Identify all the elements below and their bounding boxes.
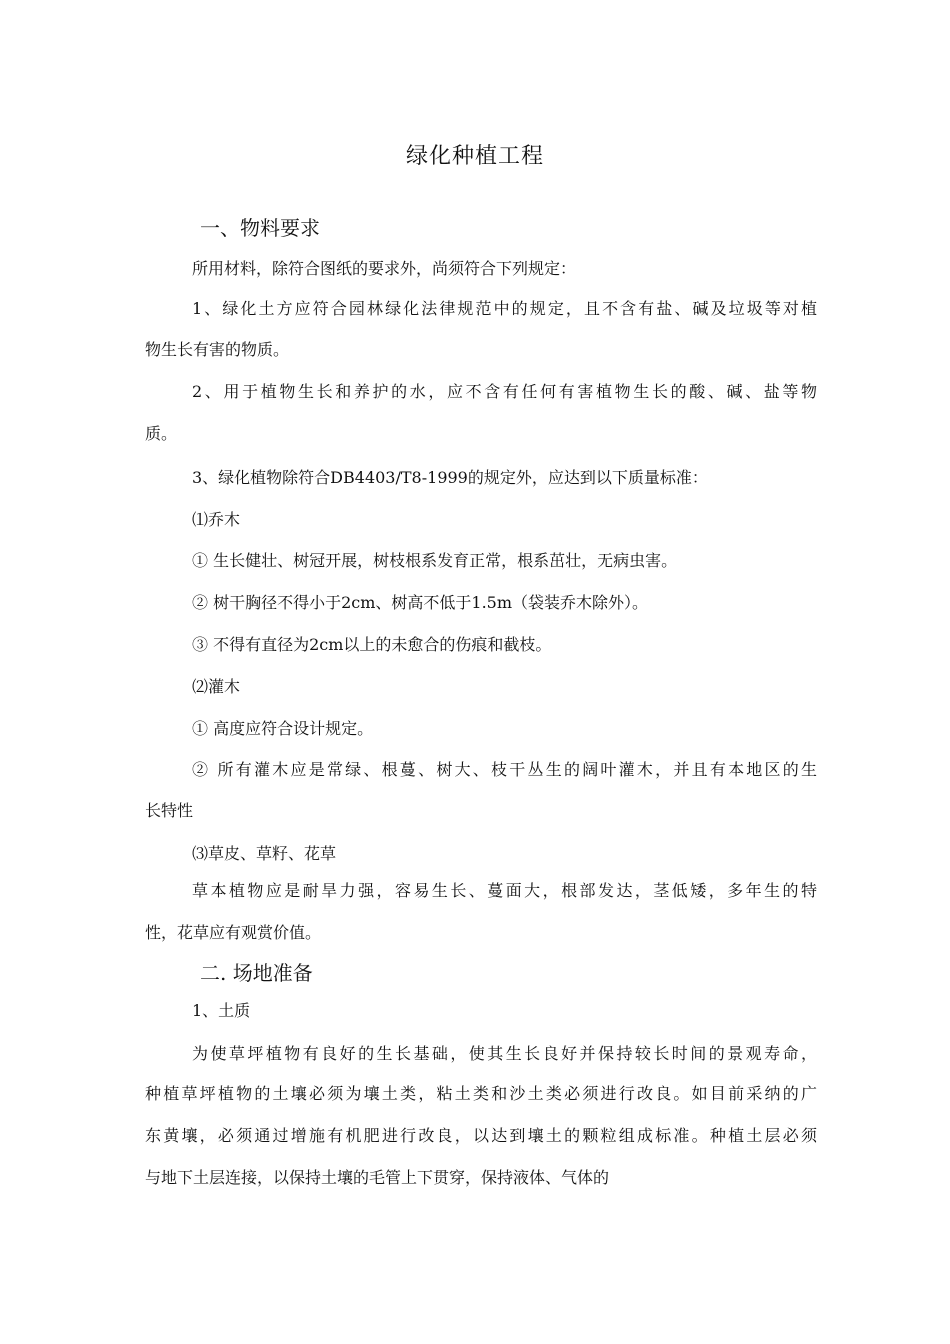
list-item: ② 所有灌木应是常绿、根蔓、树大、枝干丛生的阔叶灌木，并且有本地区的生 [192, 760, 817, 779]
list-item: ① 生长健壮、树冠开展，树枝根系发育正常，根系茁壮，无病虫害。 [192, 551, 678, 570]
paragraph-line: 2、用于植物生长和养护的水，应不含有任何有害植物生长的酸、碱、盐等物 [192, 382, 817, 401]
section-heading-site-preparation: 二. 场地准备 [200, 961, 313, 985]
paragraph-line: 与地下土层连接，以保持土壤的毛管上下贯穿，保持液体、气体的 [145, 1168, 610, 1187]
paragraph-line: 长特性 [145, 801, 194, 820]
paragraph-line: 1、绿化土方应符合园林绿化法律规范中的规定，且不含有盐、碱及垃圾等对植 [192, 299, 817, 318]
paragraph-line: 所用材料，除符合图纸的要求外，尚须符合下列规定： [192, 259, 577, 278]
paragraph-line: 3、绿化植物除符合DB4403/T8-1999的规定外，应达到以下质量标准： [192, 468, 708, 487]
paragraph-line: 东黄壤，必须通过增施有机肥进行改良，以达到壤土的颗粒组成标准。种植土层必须 [145, 1126, 817, 1145]
paragraph-line: 性，花草应有观赏价值。 [145, 923, 322, 942]
paragraph-line: 草本植物应是耐旱力强，容易生长、蔓面大，根部发达，茎低矮，多年生的特 [192, 881, 817, 900]
subheading-shrubs: ⑵灌木 [192, 677, 241, 696]
subheading-trees: ⑴乔木 [192, 510, 241, 529]
paragraph-line: 质。 [145, 424, 178, 443]
subheading-soil: 1、土质 [192, 1001, 251, 1020]
paragraph-line: 为使草坪植物有良好的生长基础，使其生长良好并保持较长时间的景观寿命， [192, 1044, 817, 1063]
list-item: ③ 不得有直径为2cm以上的未愈合的伤痕和截枝。 [192, 635, 552, 654]
section-heading-materials: 一、物料要求 [200, 216, 320, 240]
list-item: ② 树干胸径不得小于2cm、树高不低于1.5m（袋装乔木除外）。 [192, 593, 649, 612]
document-title: 绿化种植工程 [405, 144, 544, 169]
subheading-grass: ⑶草皮、草籽、花草 [192, 844, 337, 863]
paragraph-line: 种植草坪植物的土壤必须为壤土类，粘土类和沙土类必须进行改良。如目前采纳的广 [145, 1084, 817, 1103]
list-item: ① 高度应符合设计规定。 [192, 719, 374, 738]
paragraph-line: 物生长有害的物质。 [145, 340, 290, 359]
